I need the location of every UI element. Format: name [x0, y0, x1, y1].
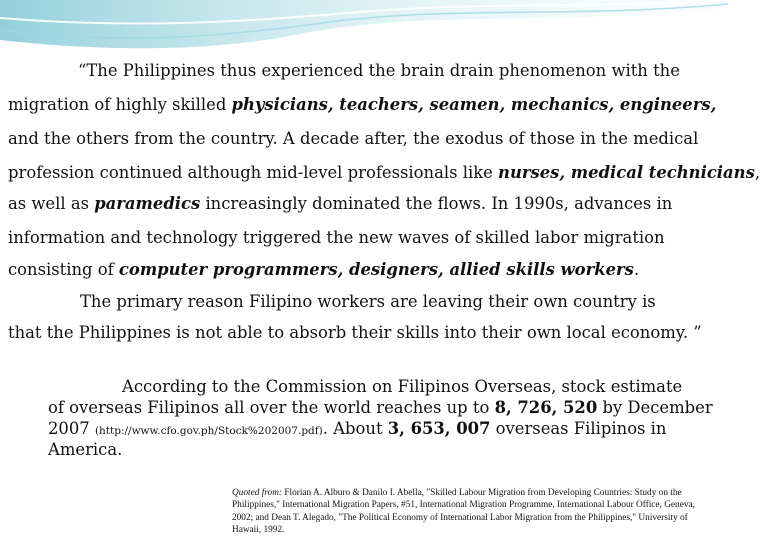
quote-text: information and technology triggered the new waves of skilled labor migration	[8, 228, 665, 247]
decorative-wave-header	[0, 0, 728, 70]
emphasized-professions: computer programmers, designers, allied skills workers	[118, 260, 634, 279]
emphasized-professions: nurses, medical technicians	[498, 163, 755, 182]
stat-text: America.	[48, 440, 123, 459]
quote-line	[8, 129, 698, 149]
quote-text: increasingly dominated the flows. In 1990s, advances in	[200, 194, 673, 213]
quote-line	[8, 260, 639, 280]
quote-text: “The Philippines thus experienced the brain drain phenomenon with the	[78, 61, 680, 80]
overseas-filipinos-total: 8, 726, 520	[494, 398, 598, 417]
stat-line	[48, 398, 713, 418]
quote-line	[8, 194, 672, 214]
emphasized-professions: physicians, teachers, seamen, mechanics, engineers,	[231, 95, 717, 114]
citation-label: Quoted from:	[232, 488, 283, 498]
quote-line	[8, 163, 760, 183]
quote-text: consisting of	[8, 260, 119, 279]
quote-line	[8, 95, 716, 115]
stat-text: overseas Filipinos in	[490, 419, 667, 438]
quote-text: migration of highly skilled	[8, 95, 232, 114]
stat-text: According to the Commission on Filipinos Overseas, stock estimate	[122, 377, 683, 396]
quote-text: ,	[754, 163, 760, 182]
america-filipinos-total: 3, 653, 007	[387, 419, 491, 438]
source-url: (http://www.cfo.gov.ph/Stock%202007.pdf)	[94, 425, 323, 437]
stat-text: . About	[322, 419, 388, 438]
quote-text: that the Philippines is not able to absorb their skills into their own local economy. ”	[8, 323, 702, 342]
stat-line	[48, 440, 122, 460]
stat-line	[122, 377, 682, 397]
quote-text: as well as	[8, 194, 95, 213]
stat-text: 2007	[48, 419, 95, 438]
quote-text: profession continued although mid-level professionals like	[8, 163, 499, 182]
quote-line	[78, 61, 680, 81]
stat-line	[48, 419, 666, 441]
quote-text: The primary reason Filipino workers are leaving their own country is	[80, 292, 656, 311]
citation-block	[232, 487, 712, 537]
quote-line	[80, 292, 656, 312]
stat-text: of overseas Filipinos all over the world reaches up to	[48, 398, 495, 417]
quote-line	[8, 323, 702, 343]
quote-line	[8, 228, 665, 248]
emphasized-professions: paramedics	[94, 194, 201, 213]
citation-text: Florian A. Alburo & Danilo I. Abella, "Skilled Labour Migration from Developing Countries: Study on the Philippines," International Migration Papers, #51, International Migration Programme, International Labour Office, Geneva, 2002; and Dean T. Alegado, "The Political Economy of International Labor Migration from the Philippines," University of Hawaii, 1992.	[232, 488, 695, 536]
quote-text: .	[633, 260, 640, 279]
stat-text: by December	[597, 398, 713, 417]
quote-text: and the others from the country. A decade after, the exodus of those in the medical	[8, 129, 699, 148]
